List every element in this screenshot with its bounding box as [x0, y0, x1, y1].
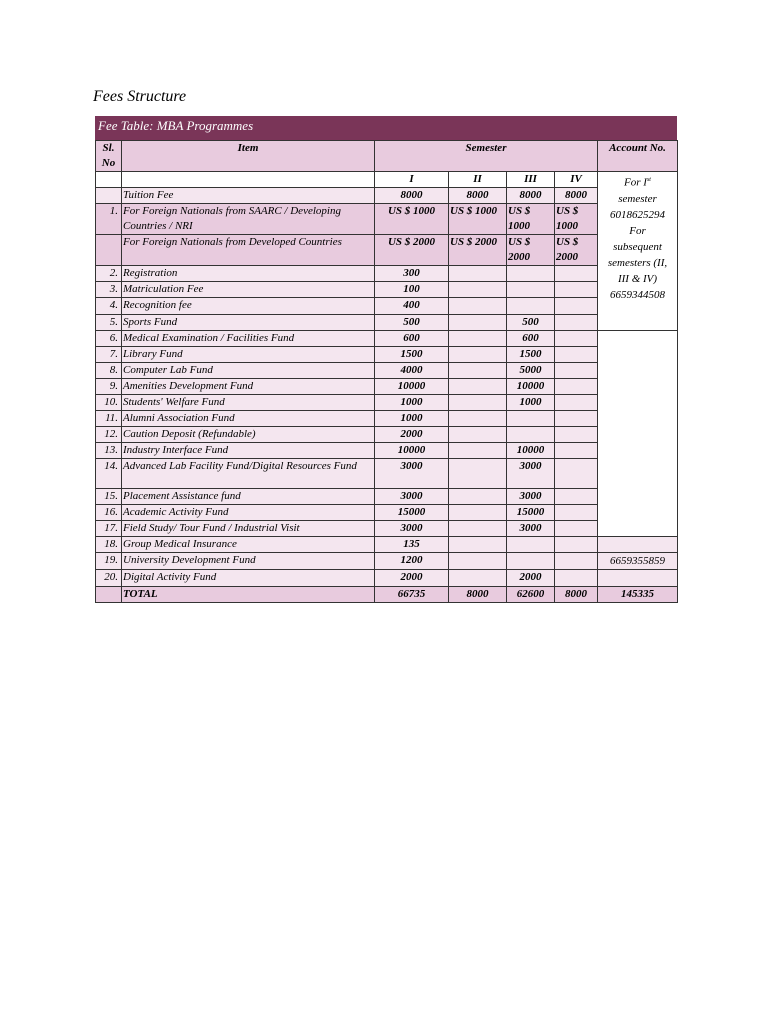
row-value: 1500 — [375, 347, 449, 363]
row-value — [449, 395, 507, 411]
table-row — [96, 298, 678, 315]
row-sl: 2. — [96, 266, 122, 282]
row-item: Matriculation Fee — [122, 282, 375, 298]
row-value — [555, 411, 598, 427]
row-value: US $ 1000 — [507, 204, 555, 235]
account-text: subsequent — [613, 240, 662, 253]
row-value: 600 — [507, 331, 555, 347]
table-row — [96, 443, 678, 459]
row-value — [449, 282, 507, 298]
row-value: 15000 — [375, 505, 449, 521]
table-row — [96, 188, 678, 204]
table-row — [96, 553, 678, 570]
semester-label: I — [375, 172, 449, 188]
account-text: semester — [618, 192, 657, 205]
row-value — [507, 427, 555, 443]
row-value — [449, 427, 507, 443]
account-cell-1 — [598, 172, 678, 331]
row-value: US $ 2000 — [507, 235, 555, 266]
row-sl: 7. — [96, 347, 122, 363]
row-sl: 18. — [96, 537, 122, 553]
row-value: 1000 — [375, 395, 449, 411]
row-sl: 6. — [96, 331, 122, 347]
total-label: TOTAL — [122, 587, 375, 603]
account-text: semesters (II, — [607, 256, 668, 269]
row-value: 2000 — [375, 570, 449, 587]
table-row — [96, 537, 678, 553]
row-sl: 8. — [96, 363, 122, 379]
row-item: Field Study/ Tour Fund / Industrial Visit — [122, 521, 375, 537]
account-number: 6018625294 — [610, 208, 666, 221]
account-cell-3: 6659355859 — [598, 553, 678, 570]
row-item: Computer Lab Fund — [122, 363, 375, 379]
row-value: 5000 — [507, 363, 555, 379]
row-value — [555, 379, 598, 395]
total-value: 62600 — [507, 587, 555, 603]
row-value: 3000 — [507, 521, 555, 537]
table-caption: Fee Table: MBA Programmes — [95, 116, 677, 140]
row-value — [507, 411, 555, 427]
row-sl: 17. — [96, 521, 122, 537]
row-value — [449, 298, 507, 315]
table-row — [96, 315, 678, 331]
row-value: 600 — [375, 331, 449, 347]
row-value — [449, 331, 507, 347]
row-sl: 4. — [96, 298, 122, 315]
row-sl: 12. — [96, 427, 122, 443]
table-row — [96, 570, 678, 587]
row-value: 500 — [507, 315, 555, 331]
row-value: 10000 — [507, 443, 555, 459]
row-value — [507, 537, 555, 553]
row-item: Academic Activity Fund — [122, 505, 375, 521]
row-value — [449, 489, 507, 505]
row-sl: 16. — [96, 505, 122, 521]
row-value: US $ 1000 — [555, 204, 598, 235]
row-value: 10000 — [375, 443, 449, 459]
row-value: US $ 2000 — [375, 235, 449, 266]
row-value — [449, 521, 507, 537]
row-item: Students' Welfare Fund — [122, 395, 375, 411]
row-sl: 10. — [96, 395, 122, 411]
row-sl: 15. — [96, 489, 122, 505]
row-value: 1000 — [375, 411, 449, 427]
account-number: 6659344508 — [610, 288, 666, 301]
row-value — [449, 443, 507, 459]
table-row — [96, 489, 678, 505]
row-item: University Development Fund — [122, 553, 375, 570]
row-value — [555, 570, 598, 587]
row-sl — [96, 188, 122, 204]
table-row — [96, 266, 678, 282]
row-value: US $ 1000 — [375, 204, 449, 235]
row-value: 2000 — [507, 570, 555, 587]
header-sl: Sl. No — [96, 141, 122, 172]
row-value — [555, 443, 598, 459]
blank-cell — [96, 172, 122, 188]
page-title: Fees Structure — [93, 88, 187, 105]
row-value: 1500 — [507, 347, 555, 363]
row-value — [555, 489, 598, 505]
row-value — [555, 427, 598, 443]
row-item: Medical Examination / Facilities Fund — [122, 331, 375, 347]
row-value — [449, 411, 507, 427]
total-value: 8000 — [449, 587, 507, 603]
account-text: III & IV) — [617, 272, 658, 285]
row-value: US $ 1000 — [449, 204, 507, 235]
header-row — [96, 141, 678, 172]
row-item: Amenities Development Fund — [122, 379, 375, 395]
row-value: 100 — [375, 282, 449, 298]
row-item: Tuition Fee — [122, 188, 375, 204]
row-value — [449, 505, 507, 521]
header-item: Item — [122, 141, 375, 172]
row-value — [555, 282, 598, 298]
semester-label: IV — [555, 172, 598, 188]
total-row — [96, 587, 678, 603]
row-value — [449, 363, 507, 379]
row-sl: 19. — [96, 553, 122, 570]
row-item: Caution Deposit (Refundable) — [122, 427, 375, 443]
row-value: 1000 — [507, 395, 555, 411]
semester-label: III — [507, 172, 555, 188]
row-item: Sports Fund — [122, 315, 375, 331]
row-value: 8000 — [507, 188, 555, 204]
row-value — [449, 553, 507, 570]
row-item: Alumni Association Fund — [122, 411, 375, 427]
row-item: For Foreign Nationals from SAARC / Developing Countries / NRI — [122, 204, 375, 235]
row-value: 3000 — [375, 489, 449, 505]
header-semester: Semester — [375, 141, 598, 172]
row-value — [555, 331, 598, 347]
fee-table — [95, 116, 677, 603]
account-cell-empty — [598, 537, 678, 553]
semester-header-row — [96, 172, 678, 188]
row-value: 8000 — [555, 188, 598, 204]
semester-label: II — [449, 172, 507, 188]
total-value: 8000 — [555, 587, 598, 603]
row-item: Advanced Lab Facility Fund/Digital Resources Fund — [122, 459, 375, 489]
table-row — [96, 427, 678, 443]
row-value — [507, 553, 555, 570]
fee-table-grid — [95, 140, 678, 603]
total-account: 145335 — [598, 587, 678, 603]
row-value: 400 — [375, 298, 449, 315]
row-value: 135 — [375, 537, 449, 553]
row-value — [555, 363, 598, 379]
table-row — [96, 235, 678, 266]
row-value — [555, 521, 598, 537]
table-row — [96, 347, 678, 363]
row-value: 3000 — [507, 459, 555, 489]
row-value — [555, 537, 598, 553]
row-value — [449, 537, 507, 553]
row-value: 3000 — [507, 489, 555, 505]
row-sl: 13. — [96, 443, 122, 459]
row-sl: 3. — [96, 282, 122, 298]
table-row — [96, 395, 678, 411]
blank-cell — [96, 587, 122, 603]
row-item: Library Fund — [122, 347, 375, 363]
row-value — [555, 266, 598, 282]
table-row — [96, 204, 678, 235]
row-value: 500 — [375, 315, 449, 331]
row-item: Group Medical Insurance — [122, 537, 375, 553]
row-value: 15000 — [507, 505, 555, 521]
table-row — [96, 505, 678, 521]
row-value — [449, 315, 507, 331]
row-value — [449, 570, 507, 587]
row-value: 4000 — [375, 363, 449, 379]
row-sl: 11. — [96, 411, 122, 427]
table-row — [96, 379, 678, 395]
row-value — [449, 379, 507, 395]
row-item: Recognition fee — [122, 298, 375, 315]
row-value — [555, 395, 598, 411]
blank-cell — [122, 172, 375, 188]
table-row — [96, 521, 678, 537]
row-item: For Foreign Nationals from Developed Countries — [122, 235, 375, 266]
row-value — [507, 282, 555, 298]
row-value — [507, 266, 555, 282]
row-value: 2000 — [375, 427, 449, 443]
total-value: 66735 — [375, 587, 449, 603]
row-value — [555, 298, 598, 315]
row-sl: 14. — [96, 459, 122, 489]
table-row — [96, 411, 678, 427]
account-cell-empty — [598, 570, 678, 587]
table-row — [96, 282, 678, 298]
row-value — [555, 459, 598, 489]
table-row — [96, 459, 678, 489]
row-value — [555, 505, 598, 521]
row-value: US $ 2000 — [555, 235, 598, 266]
header-account: Account No. — [598, 141, 678, 172]
row-value — [507, 298, 555, 315]
row-value: 3000 — [375, 459, 449, 489]
row-item: Industry Interface Fund — [122, 443, 375, 459]
row-value — [449, 459, 507, 489]
row-item: Placement Assistance fund — [122, 489, 375, 505]
row-item: Registration — [122, 266, 375, 282]
row-value: 300 — [375, 266, 449, 282]
row-sl — [96, 235, 122, 266]
table-row — [96, 331, 678, 347]
row-item: Digital Activity Fund — [122, 570, 375, 587]
row-value: 10000 — [507, 379, 555, 395]
row-value — [555, 347, 598, 363]
row-value: 10000 — [375, 379, 449, 395]
account-sup: st — [646, 177, 651, 183]
row-value — [449, 347, 507, 363]
row-sl: 9. — [96, 379, 122, 395]
account-text: For I — [624, 176, 647, 189]
row-value: 1200 — [375, 553, 449, 570]
row-sl: 1. — [96, 204, 122, 235]
row-value: 8000 — [375, 188, 449, 204]
row-value: US $ 2000 — [449, 235, 507, 266]
row-sl: 5. — [96, 315, 122, 331]
table-row — [96, 363, 678, 379]
row-value: 3000 — [375, 521, 449, 537]
row-value — [555, 553, 598, 570]
account-text: For — [629, 224, 646, 237]
row-value — [555, 315, 598, 331]
row-value: 8000 — [449, 188, 507, 204]
row-value — [449, 266, 507, 282]
row-sl: 20. — [96, 570, 122, 587]
